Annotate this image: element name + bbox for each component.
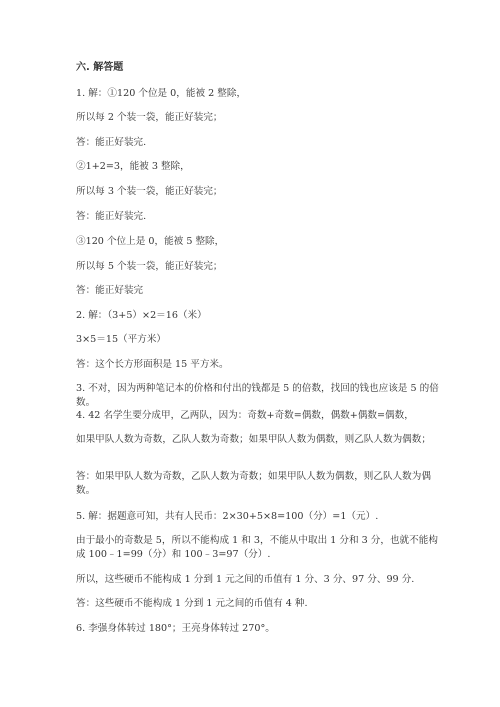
q5-solution-line-3: 所以，这些硬币不能构成 1 分到 1 元之间的币值有 1 分、3 分、97 分、99 分.: [76, 574, 415, 585]
q1-solution-line-4: 所以每 3 个装一袋，能正好装完；: [76, 186, 223, 197]
q4-solution-line-2: 如果甲队人数为奇数，乙队人数为奇数；如果甲队人数为偶数，则乙队人数为偶数；: [76, 434, 431, 445]
q1-answer-1: 答：能正好装完.: [76, 137, 147, 148]
q1-answer-3: 答：能正好装完: [76, 285, 144, 296]
q1-solution-line-2: 所以每 2 个装一袋，能正好装完；: [76, 112, 223, 123]
q2-answer: 答：这个长方形面积是 15 平方米。: [76, 359, 229, 370]
q3-answer: 3. 不对，因为两种笔记本的价格和付出的钱都是 5 的倍数，找回的钱也应该是 5 的倍数。: [76, 383, 439, 408]
q4-solution-line-1: 4. 42 名学生要分成甲，乙两队，因为：奇数+奇数=偶数，偶数+偶数=偶数，: [76, 410, 414, 421]
section-title: 六. 解答题: [76, 62, 124, 73]
q4-answer: 答：如果甲队人数为奇数，乙队人数为奇数；如果甲队人数为偶数，则乙队人数为偶数。: [76, 471, 431, 496]
q1-solution-line-5: ③120 个位上是 0，能被 5 整除，: [76, 236, 225, 247]
q2-solution-line-1: 2. 解：（3+5）×2＝16（米）: [76, 310, 207, 321]
q1-answer-2: 答：能正好装完.: [76, 211, 147, 222]
q1-solution-line-1: 1. 解：①120 个位是 0，能被 2 整除，: [76, 88, 247, 99]
q1-solution-line-3: ②1+2=3，能被 3 整除，: [76, 161, 190, 172]
q5-answer: 答：这些硬币不能构成 1 分到 1 元之间的币值有 4 种.: [76, 598, 308, 609]
q5-solution-line-2: 由于最小的奇数是 5，所以不能构成 1 和 3，不能从中取出 1 分和 3 分，也就不能构成 100﹣1=99（分）和 100﹣3=97（分）.: [76, 535, 438, 560]
q6-answer: 6. 李强身体转过 180°；王亮身体转过 270°。: [76, 623, 275, 634]
q5-solution-line-1: 5. 解：据题意可知，共有人民币：2×30+5×8=100（分）=1（元）.: [76, 511, 379, 522]
q1-solution-line-6: 所以每 5 个装一袋，能正好装完；: [76, 261, 223, 272]
q2-solution-line-2: 3×5＝15（平方米）: [76, 334, 167, 345]
